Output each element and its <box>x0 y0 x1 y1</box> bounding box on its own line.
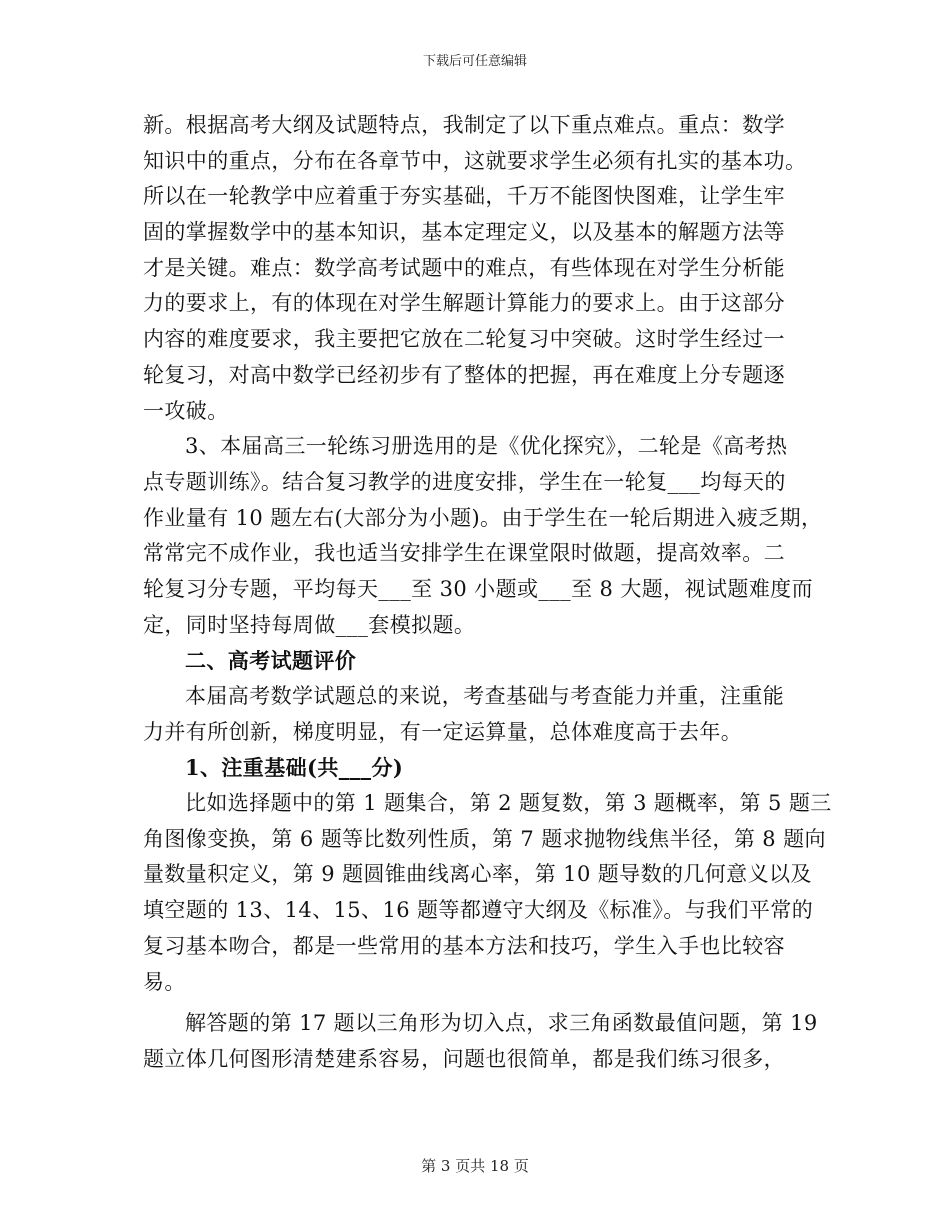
paragraph-line: 题立体几何图形清楚建系容易，问题也很简单，都是我们练习很多， <box>143 1046 785 1071</box>
paragraph-line: 点专题训练》。结合复习教学的进度安排，学生在一轮复___均每天的 <box>143 469 786 494</box>
paragraph-line: 力的要求上，有的体现在对学生解题计算能力的要求上。由于这部分 <box>143 291 785 316</box>
page-header: 下载后可任意编辑 <box>422 54 527 69</box>
paragraph-line: 3、本届高三一轮练习册选用的是《优化探究》，二轮是《高考热 <box>185 434 788 459</box>
paragraph-line: 一攻破。 <box>143 398 229 423</box>
paragraph-line: 填空题的 13、14、15、16 题等都遵守大纲及《标准》。与我们平常的 <box>143 898 814 923</box>
paragraph-line: 量数量积定义，第 9 题圆锥曲线离心率，第 10 题导数的几何意义以及 <box>143 862 812 887</box>
paragraph-line: 才是关键。难点：数学高考试题中的难点，有些体现在对学生分析能 <box>143 255 785 280</box>
paragraph-line: 定，同时坚持每周做___套模拟题。 <box>143 612 476 637</box>
paragraph-line: 轮复习分专题，平均每天___至 30 小题或___至 8 大题，视试题难度而 <box>143 576 813 601</box>
paragraph-line: 本届高考数学试题总的来说，考查基础与考查能力并重，注重能 <box>185 684 785 708</box>
subsection-heading: 1、注重基础(共___分) <box>185 755 404 781</box>
paragraph-line: 作业量有 10 题左右(大部分为小题)。由于学生在一轮后期进入疲乏期， <box>143 505 823 530</box>
paragraph-line: 角图像变换，第 6 题等比数列性质，第 7 题求抛物线焦半径，第 8 题向 <box>143 826 826 851</box>
paragraph-line: 知识中的重点，分布在各章节中，这就要求学生必须有扎实的基本功。 <box>143 148 807 173</box>
paragraph-line: 复习基本吻合，都是一些常用的基本方法和技巧，学生入手也比较容 <box>143 933 785 958</box>
document-body <box>143 108 832 1078</box>
paragraph-line: 易。 <box>143 969 186 994</box>
paragraph-line: 解答题的第 17 题以三角形为切入点，求三角函数最值问题，第 19 <box>185 1011 818 1036</box>
paragraph-line: 内容的难度要求，我主要把它放在二轮复习中突破。这时学生经过一 <box>143 327 785 352</box>
paragraph-line: 新。根据高考大纲及试题特点，我制定了以下重点难点。重点：数学 <box>143 113 785 137</box>
section-heading: 二、高考试题评价 <box>185 648 357 674</box>
page-footer: 第 3 页共 18 页 <box>421 1157 529 1175</box>
paragraph-line: 所以在一轮教学中应着重于夯实基础，千万不能图快图难，让学生牢 <box>143 184 785 209</box>
paragraph-line: 轮复习，对高中数学已经初步有了整体的把握，再在难度上分专题逐 <box>143 362 785 387</box>
paragraph-line: 比如选择题中的第 1 题集合，第 2 题复数，第 3 题概率，第 5 题三 <box>185 791 832 816</box>
paragraph-line: 常常完不成作业，我也适当安排学生在课堂限时做题，提高效率。二 <box>143 541 785 566</box>
paragraph-line: 力并有所创新，梯度明显，有一定运算量，总体难度高于去年。 <box>143 719 743 744</box>
paragraph-line: 固的掌握数学中的基本知识，基本定理定义，以及基本的解题方法等 <box>143 220 785 245</box>
